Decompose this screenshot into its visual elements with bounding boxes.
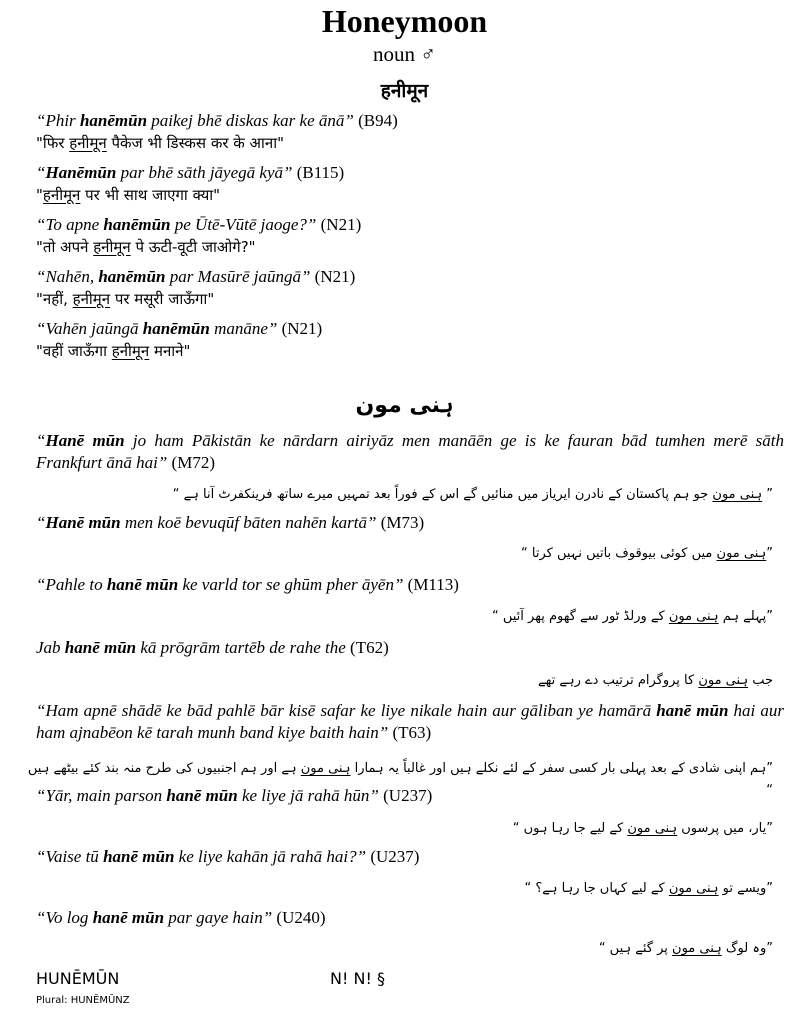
example-urdu: ”ویسے تو ہنی مون کے لیے کہاں جا رہا ہے؟ “ <box>524 881 773 896</box>
example-urdu: ”پہلے ہم ہنی مون کے ورلڈ ٹور سے گھوم پھر آئیں “ <box>491 609 773 624</box>
example-latin: Jab hanē mūn kā prōgrām tartēb de rahe the (T62) <box>36 638 389 657</box>
usage-codes: N! N! § <box>330 969 385 988</box>
example-urdu: ”یار، میں پرسوں ہنی مون کے لیے جا رہا ہوں “ <box>512 821 773 836</box>
example-latin: “Yār, main parson hanē mūn ke liye jā rahā hūn” (U237) <box>36 786 433 805</box>
male-gender-icon: ♂ <box>420 42 436 66</box>
example-urdu: ”ہنی مون میں کوئی بیوقوف باتیں نہیں کرتا “ <box>521 546 773 561</box>
example-urdu: ” ہنی مون جو ہم پاکستان کے نادرن ایریاز میں منائیں گے اس کے فوراً بعد تمہیں میرے ساتھ فرینکفرٹ آنا ہے “ <box>172 487 773 502</box>
pos-label: noun <box>373 42 415 66</box>
example-latin: “Nahēn, hanēmūn par Masūrē jaūngā” (N21) <box>36 267 356 286</box>
example-latin: “Vahēn jaūngā hanēmūn manāne” (N21) <box>36 319 323 338</box>
example-latin: “Hanē mūn jo ham Pākistān ke nārdarn airiyāz men manāēn ge is ke fauran bād tumhen merē sāth Frankfurt ānā hai” (M72) <box>36 431 785 472</box>
example-urdu: ”ہم اپنی شادی کے بعد پہلی بار کسی سفر کے لئے نکلے ہیں اور غالباً یہ ہمارا ہنی مون ہے اور ہم اجنبیوں کی طرح منہ بند کئے بیٹھے ہیں “ <box>27 761 773 798</box>
urdu-headword: ہنی مون <box>355 393 454 418</box>
example-latin: “Vaise tū hanē mūn ke liye kahān jā rahā hai?” (U237) <box>36 847 420 866</box>
example-urdu: جب ہنی مون کا پروگرام ترتیب دے رہے تھے <box>538 673 773 688</box>
headword-title: Honeymoon <box>321 3 488 39</box>
example-latin: “Hanē mūn men koē bevuqūf bāten nahēn kartā” (M73) <box>36 513 425 532</box>
plural-form: Plural: HUNĒMŪNZ <box>36 995 130 1006</box>
part-of-speech <box>0 41 809 67</box>
example-devanagari: "नहीं, हनीमून पर मसूरी जाऊँगा" <box>36 290 215 308</box>
example-latin: “Hanēmūn par bhē sāth jāyegā kyā” (B115) <box>36 163 345 182</box>
example-latin: “Pahle to hanē mūn ke varld tor se ghūm pher āyēn” (M113) <box>36 575 459 594</box>
example-latin: “To apne hanēmūn pe Ūtē-Vūtē jaoge?” (N21) <box>36 215 362 234</box>
example-latin: “Vo log hanē mūn par gaye hain” (U240) <box>36 908 326 927</box>
example-devanagari: "तो अपने हनीमून पे ऊटी-वूटी जाओगे?" <box>36 238 256 256</box>
example-latin: “Phir hanēmūn paikej bhē diskas kar ke ānā” (B94) <box>36 111 398 130</box>
example-devanagari: "फिर हनीमून पैकेज भी डिस्कस कर के आना" <box>36 134 284 152</box>
example-urdu: ”وہ لوگ ہنی مون پر گئے ہیں “ <box>598 941 773 956</box>
example-devanagari: "हनीमून पर भी साथ जाएगा क्या" <box>36 186 221 204</box>
romanized-headword: HUNĒMŪN <box>36 969 120 988</box>
hindi-headword: हनीमून <box>380 80 429 102</box>
example-devanagari: "वहीं जाऊँगा हनीमून मनाने" <box>36 342 191 360</box>
example-latin: “Ham apnē shādē ke bād pahlē bār kisē safar ke liye nikale hain aur gāliban ye hamārā hanē mūn hai aur ham ajnabēon kē tarah munh band kiye baith hain” (T63) <box>36 701 784 742</box>
